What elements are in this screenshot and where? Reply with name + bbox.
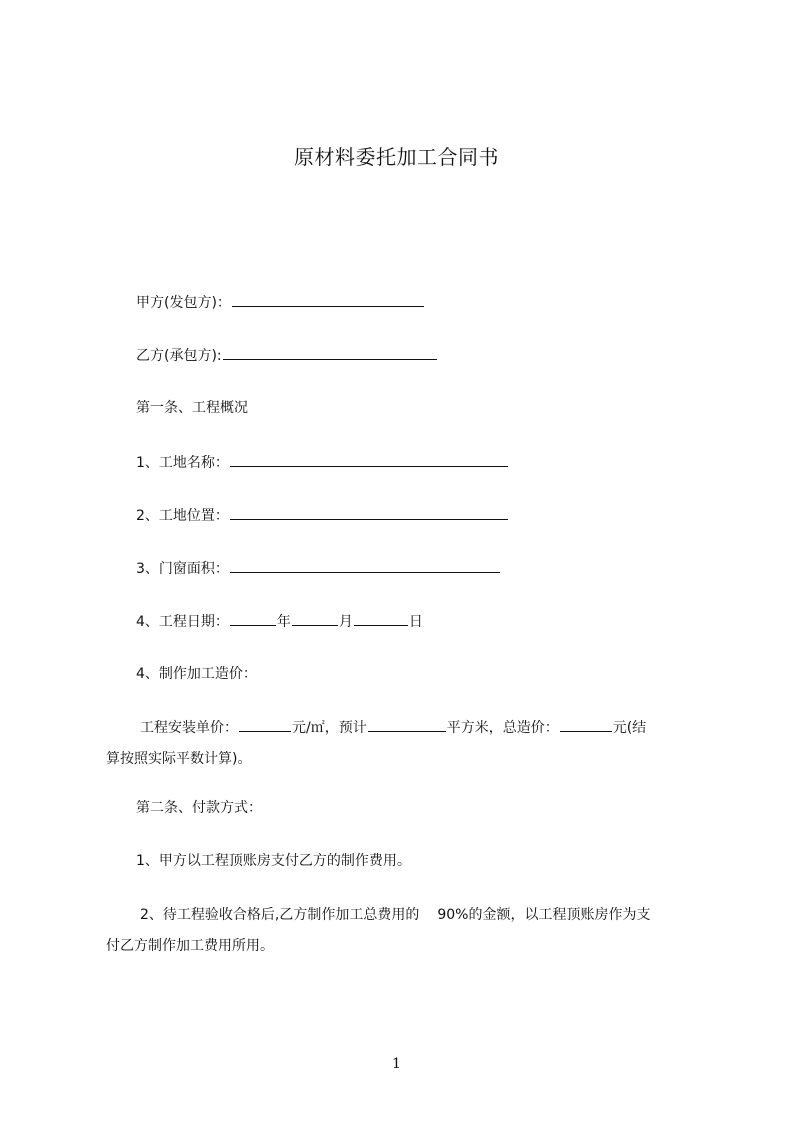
price-paragraph bbox=[106, 713, 706, 775]
site-location-blank bbox=[230, 505, 508, 520]
project-dates-label: 4、工程日期： bbox=[136, 614, 229, 630]
payment-item-2-part1: 2、待工程验收合格后,乙方制作加工总费用的 bbox=[140, 907, 420, 923]
document-title: 原材料委托加工合同书 bbox=[294, 145, 499, 169]
site-location-line bbox=[136, 505, 509, 526]
party-a-label: 甲方(发包方)： bbox=[136, 295, 231, 311]
party-a-line bbox=[136, 292, 425, 313]
party-b-blank bbox=[223, 345, 437, 360]
window-area-line bbox=[136, 558, 501, 579]
total-price-blank bbox=[560, 717, 612, 732]
site-name-blank bbox=[230, 452, 508, 467]
payment-item-2-part2: 的金额，以工程顶账房作为支 bbox=[468, 907, 651, 923]
article2-heading: 第二条、付款方式： bbox=[136, 800, 262, 816]
year-blank bbox=[230, 611, 276, 626]
payment-percent: 90% bbox=[437, 907, 469, 923]
month-blank bbox=[292, 611, 338, 626]
total-price-unit: 元(结 bbox=[612, 720, 647, 736]
payment-item-1: 1、甲方以工程顶账房支付乙方的制作费用。 bbox=[136, 853, 411, 869]
party-b-line bbox=[136, 345, 438, 366]
unit-price-unit: 元/㎡，预计 bbox=[292, 720, 367, 736]
area-unit: 平方米，总造价： bbox=[446, 720, 559, 736]
site-name-label: 1、工地名称： bbox=[136, 455, 229, 471]
payment-item-2-continuation: 付乙方制作加工费用所用。 bbox=[106, 938, 274, 954]
page-number: 1 bbox=[392, 1056, 401, 1072]
unit-price-label: 工程安装单价： bbox=[140, 720, 238, 736]
window-area-label: 3、门窗面积： bbox=[136, 561, 229, 577]
article1-heading: 第一条、工程概况 bbox=[136, 400, 248, 416]
payment-item-2 bbox=[106, 900, 706, 962]
month-label: 月 bbox=[338, 614, 353, 630]
price-heading: 4、制作加工造价： bbox=[136, 666, 257, 682]
unit-price-blank bbox=[239, 717, 291, 732]
project-dates-line bbox=[136, 611, 423, 632]
day-blank bbox=[354, 611, 408, 626]
party-b-label: 乙方(承包方): bbox=[136, 348, 222, 364]
site-name-line bbox=[136, 452, 509, 473]
window-area-blank bbox=[230, 558, 500, 573]
price-continuation: 算按照实际平数计算)。 bbox=[106, 751, 252, 767]
party-a-blank bbox=[232, 292, 424, 307]
year-label: 年 bbox=[276, 614, 291, 630]
area-blank bbox=[368, 717, 446, 732]
site-location-label: 2、工地位置： bbox=[136, 508, 229, 524]
day-label: 日 bbox=[408, 614, 423, 630]
